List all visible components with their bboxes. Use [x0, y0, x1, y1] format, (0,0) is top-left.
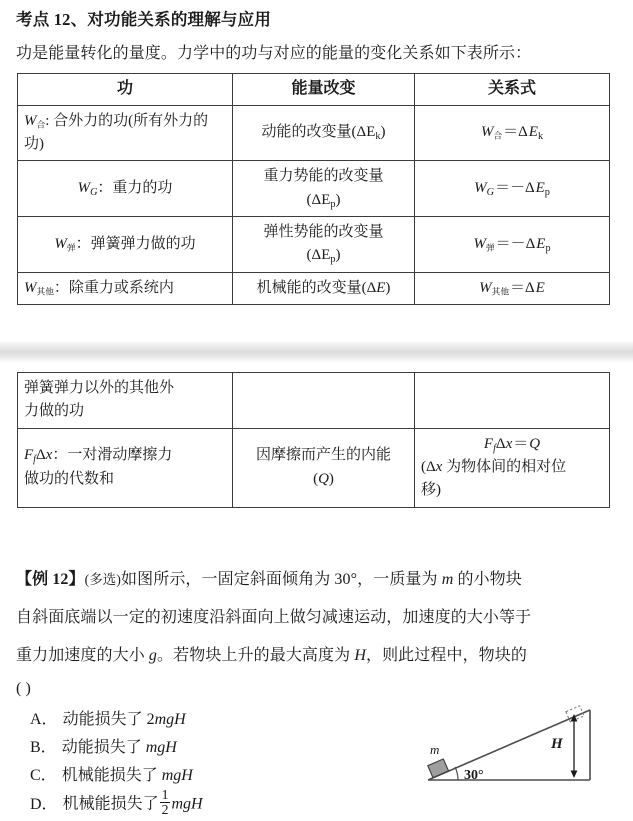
cell-formula-kinetic — [415, 105, 610, 161]
incline-surface-line — [428, 710, 590, 780]
symbol-W: W — [24, 112, 37, 129]
option-a[interactable] — [30, 706, 186, 729]
column-header-energy-change: 能量改变 — [233, 74, 415, 106]
example-question-line-2: 自斜面底端以一定的初速度沿斜面向上做匀减速运动，加速度的大小等于 — [16, 609, 532, 626]
cell-work-gravity — [18, 161, 233, 217]
column-header-relation: 关系式 — [415, 74, 610, 106]
cell-formula-friction — [415, 428, 610, 507]
option-a-coef: 2 — [146, 711, 155, 728]
cell-work-net-force — [18, 105, 233, 161]
table-row — [18, 161, 610, 217]
cell-formula-gravity — [415, 161, 610, 217]
cell-work-net-force-text: : 合外力的功(所有外力的功) — [24, 112, 209, 153]
formula-relation: ＝ — [513, 435, 529, 452]
table-header-row — [18, 74, 610, 106]
cell-formula-other — [415, 273, 610, 305]
option-b-key: B． — [30, 739, 57, 756]
formula-var-subscript: k — [537, 131, 544, 143]
page-title: 考点 12、对功能关系的理解与应用 — [16, 10, 272, 29]
symbol-x: x — [45, 447, 53, 464]
work-energy-table — [17, 73, 610, 305]
formula-subscript-tan: 弹 — [485, 242, 495, 253]
option-d[interactable] — [30, 788, 203, 818]
formula-symbol-W: W — [479, 280, 492, 297]
option-c-expression: mgH — [161, 767, 193, 784]
angle-arc — [455, 767, 458, 780]
subscript-p: p — [330, 198, 336, 210]
option-b-text: 动能损失了 — [61, 739, 146, 756]
example-text-3b: 。若物块上升的最大高度为 — [157, 647, 355, 664]
energy-tail: ) — [385, 280, 391, 297]
formula-var-E: E — [535, 179, 545, 196]
variable-m: m — [441, 571, 454, 588]
example-text-3a: 重力加速度的大小 — [16, 647, 149, 664]
energy-tail: ) — [380, 124, 386, 141]
symbol-F: F — [24, 447, 34, 464]
option-c-text: 机械能损失了 — [61, 767, 162, 784]
option-a-text: 动能损失了 — [62, 711, 147, 728]
formula-subscript-he: 合 — [493, 130, 503, 141]
example-question-line-1 — [16, 566, 522, 589]
formula-relation: ＝－Δ — [495, 235, 536, 252]
energy-line-2-tail: ) — [335, 247, 341, 264]
table-row — [18, 373, 610, 429]
example-type-hint: (多选) — [84, 572, 122, 587]
option-d-expression: mgH — [171, 795, 203, 813]
formula-symbol-W: W — [480, 124, 494, 141]
symbol-Q: Q — [318, 470, 329, 487]
angle-label: 30° — [464, 768, 484, 783]
height-arrow-down — [571, 771, 578, 779]
formula-var-subscript: p — [544, 186, 550, 198]
cell-work-friction — [18, 428, 233, 507]
formula-rhs-Q: Q — [529, 435, 541, 452]
cell-work-friction-text: ：一对滑动摩擦力 — [52, 447, 173, 464]
cell-work-gravity-text: ：重力的功 — [97, 179, 173, 196]
cell-work-other-continued — [18, 373, 233, 429]
delta-symbol: Δ — [36, 447, 46, 464]
paren-close: ) — [328, 470, 334, 487]
table-row — [18, 217, 610, 273]
cell-energy-empty — [233, 373, 415, 429]
paren-open: ( — [313, 470, 319, 487]
fraction-denominator: 2 — [161, 802, 169, 818]
formula-symbol-W: W — [473, 235, 486, 252]
cell-energy-elastic-pe — [233, 217, 415, 273]
option-a-expression: mgH — [154, 711, 186, 728]
formula-relation: ＝－Δ — [494, 179, 535, 196]
energy-var-E: E — [376, 280, 386, 297]
formula-var-x: x — [505, 435, 513, 452]
symbol-W: W — [77, 179, 91, 196]
block-on-incline — [428, 759, 449, 778]
formula-relation: ＝Δ — [510, 280, 535, 297]
work-line-2: 力做的功 — [24, 403, 85, 420]
example-answer-blank[interactable]: ( ) — [16, 680, 31, 697]
example-text-1b: 的小物块 — [453, 571, 522, 588]
energy-line-1: 弹性势能的改变量 — [263, 224, 384, 241]
column-header-work: 功 — [18, 74, 233, 106]
subscript-he: 合 — [36, 119, 46, 130]
formula-relation: ＝Δ — [503, 124, 528, 141]
work-line-2: 做功的代数和 — [24, 470, 115, 487]
cell-work-other-text: ：除重力或系统内 — [53, 280, 174, 297]
cell-energy-mechanical — [233, 273, 415, 305]
block-rect — [428, 759, 449, 778]
energy-line-2-tail: ) — [335, 191, 341, 208]
cell-work-other — [18, 273, 233, 305]
option-d-key: D． — [30, 795, 58, 813]
cell-energy-internal — [233, 428, 415, 507]
height-label: H — [551, 736, 563, 752]
subscript-k: k — [375, 131, 381, 143]
energy-line-1: 重力势能的改变量 — [263, 168, 384, 185]
option-b-expression: mgH — [145, 739, 177, 756]
option-a-key: A． — [30, 711, 58, 728]
note-var-x: x — [435, 459, 443, 476]
option-c[interactable] — [30, 762, 193, 785]
formula-subscript-qita: 其他 — [491, 286, 510, 297]
formula-var-E: E — [528, 124, 538, 141]
work-line-1: 弹簧弹力以外的其他外 — [24, 380, 175, 396]
example-question-line-3 — [16, 642, 527, 665]
energy-line-1: 因摩擦而产生的内能 — [255, 447, 391, 464]
fraction-one-half — [160, 788, 171, 818]
subscript-G: G — [90, 186, 98, 198]
option-b[interactable] — [30, 734, 177, 757]
cell-work-spring — [18, 217, 233, 273]
symbol-W: W — [24, 280, 37, 297]
formula-symbol-F: F — [483, 435, 494, 452]
note-open: (Δ — [421, 459, 436, 476]
energy-text: 动能的改变量(ΔE — [261, 124, 376, 141]
formula-var-E: E — [535, 280, 545, 297]
cell-formula-spring — [415, 217, 610, 273]
intro-paragraph: 功是能量转化的量度。力学中的功与对应的能量的变化关系如下表所示： — [16, 45, 532, 62]
subscript-p: p — [330, 254, 336, 266]
formula-var-subscript: p — [545, 242, 551, 254]
example-tag: 【例 12】 — [16, 571, 85, 588]
formula-friction-equation — [421, 433, 603, 457]
note-text: 为物体间的相对位 — [442, 459, 567, 476]
work-energy-table-continued — [17, 372, 610, 508]
subscript-qita: 其他 — [36, 286, 54, 297]
option-c-key: C． — [30, 767, 57, 784]
table-row — [18, 428, 610, 507]
formula-delta: Δ — [495, 435, 506, 452]
symbol-W: W — [54, 236, 67, 253]
energy-text: 机械能的改变量(Δ — [256, 280, 377, 297]
energy-line-2: (ΔE — [306, 191, 331, 208]
note-text-2: 移) — [421, 482, 441, 499]
formula-subscript-G: G — [486, 186, 494, 198]
height-dimension — [550, 714, 577, 778]
formula-subscript-f: f — [493, 442, 496, 454]
cell-energy-kinetic — [233, 105, 415, 161]
subscript-f: f — [33, 453, 37, 465]
formula-friction-note — [421, 456, 603, 503]
table-row — [18, 105, 610, 161]
energy-line-2: (ΔE — [306, 247, 331, 264]
cell-formula-empty — [415, 373, 610, 429]
subscript-tan: 弹 — [66, 242, 76, 253]
formula-var-E: E — [536, 235, 546, 252]
example-text-3c: ，则此过程中，物块的 — [365, 647, 527, 664]
mass-label: m — [430, 742, 440, 757]
variable-g: g — [148, 647, 158, 664]
inclined-plane-diagram — [418, 702, 608, 794]
option-d-text: 机械能损失了 — [62, 795, 159, 813]
example-text-1a: 如图所示，一固定斜面倾角为 30°，一质量为 — [121, 571, 442, 588]
formula-symbol-W: W — [474, 179, 487, 196]
page-break-separator — [0, 341, 633, 363]
fraction-numerator: 1 — [161, 787, 169, 802]
variable-H: H — [354, 647, 366, 664]
cell-energy-gravitational-pe — [233, 161, 415, 217]
cell-work-spring-text: ：弹簧弹力做的功 — [75, 236, 196, 253]
table-row — [18, 273, 610, 305]
